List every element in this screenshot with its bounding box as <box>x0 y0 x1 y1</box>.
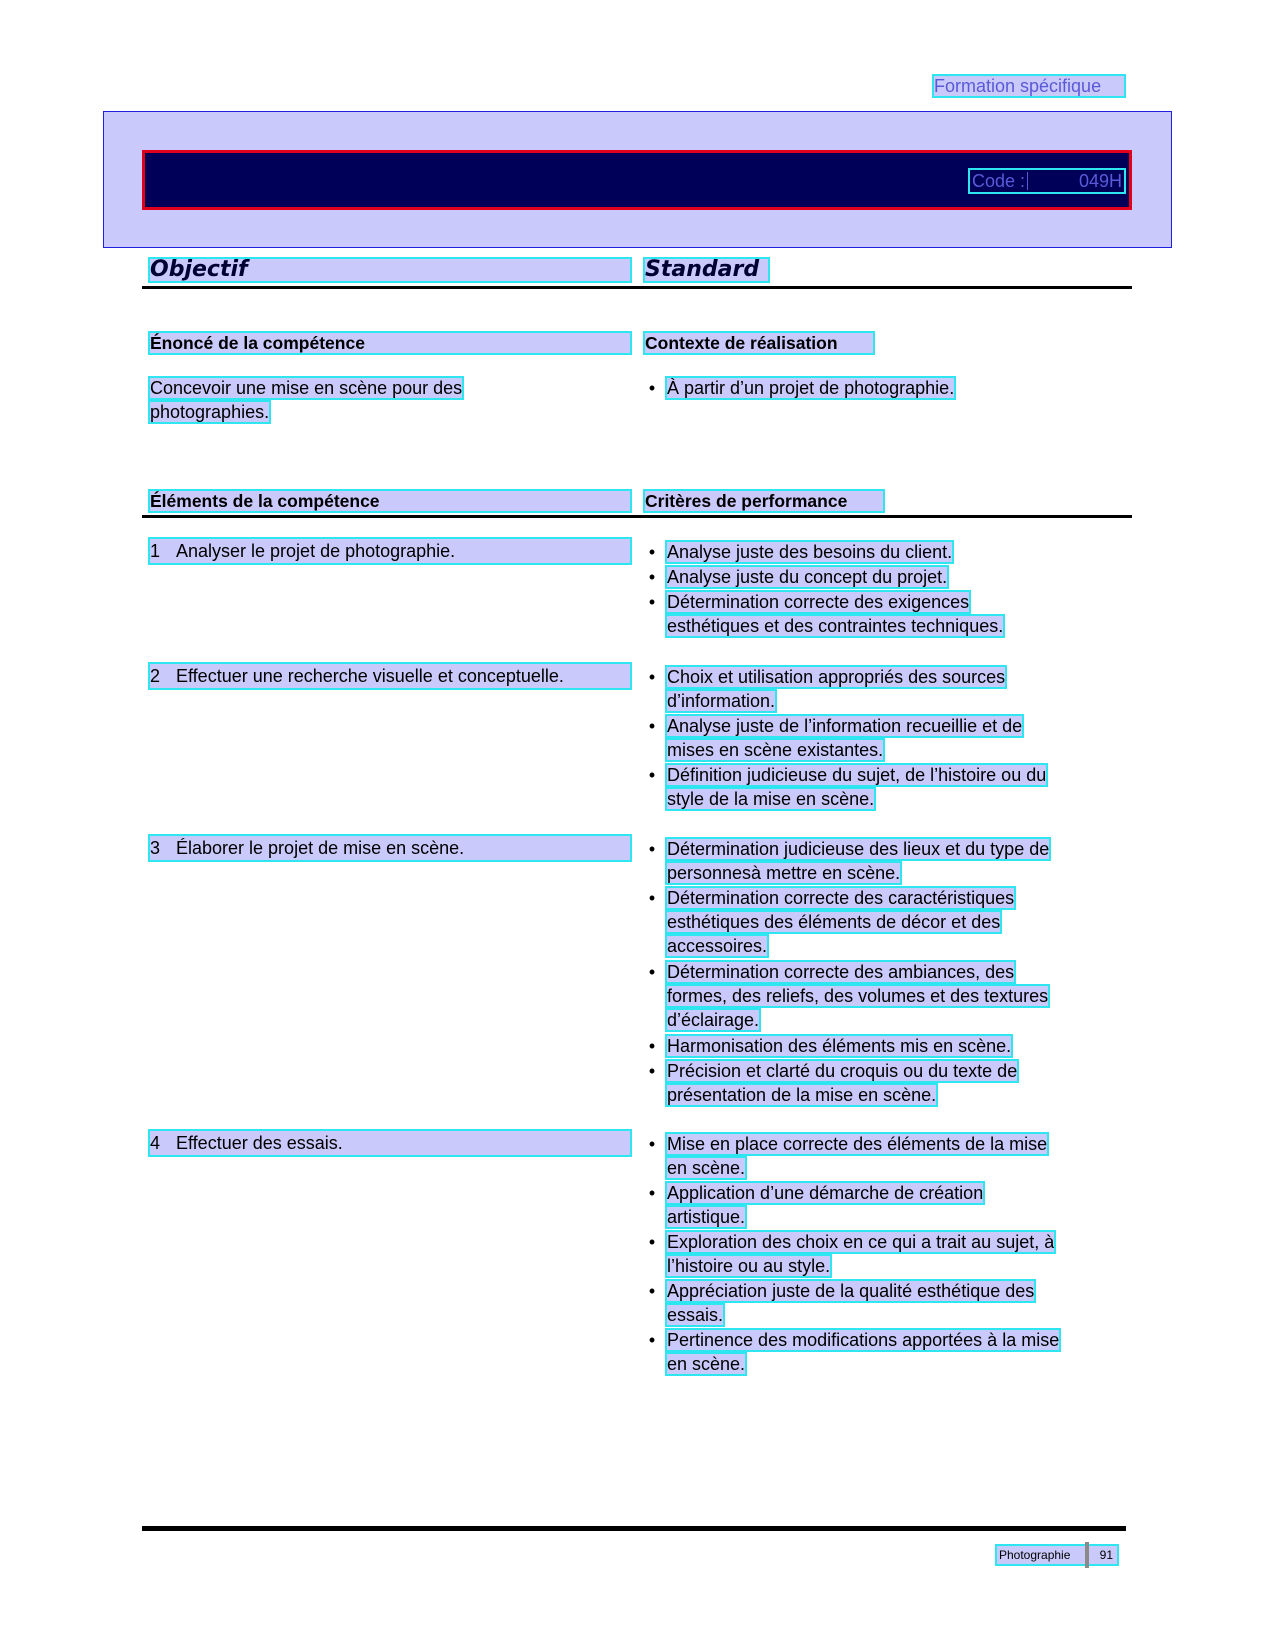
context-heading: Contexte de réalisation <box>645 333 873 353</box>
criterion-1-1: • Analyse juste des besoins du client. <box>648 542 953 562</box>
code-separator <box>1027 172 1028 190</box>
code-key: Code : <box>972 171 1026 191</box>
criterion-4-2: • Application d’une démarche de création artistique. <box>648 1183 984 1227</box>
criteria-heading: Critères de performance <box>645 491 883 511</box>
criterion-1-2: • Analyse juste du concept du projet. <box>648 567 948 587</box>
element-4: 4 Effectuer des essais. <box>150 1131 630 1155</box>
criterion-4-5: • Pertinence des modifications apportées à la mise en scène. <box>648 1330 1060 1374</box>
criterion-1-3: • Détermination correcte des exigences esthétiques et des contraintes techniques. <box>648 592 1004 636</box>
code-label <box>970 170 1124 192</box>
element-3: 3 Élaborer le projet de mise en scène. <box>150 836 630 860</box>
statement-line: photographies. <box>150 402 270 422</box>
title-rule <box>142 286 1132 289</box>
criterion-3-4: • Harmonisation des éléments mis en scène. <box>648 1036 1012 1056</box>
program-type-label: Formation spécifique <box>934 76 1124 96</box>
elements-heading: Éléments de la compétence <box>150 491 630 511</box>
competency-statement <box>150 376 462 424</box>
criterion-3-3: • Détermination correcte des ambiances, des formes, des reliefs, des volumes et des textures d’éclairage. <box>648 962 1049 1030</box>
criterion-2-2: • Analyse juste de l’information recueillie et de mises en scène existantes. <box>648 716 1023 760</box>
criterion-3-2: • Détermination correcte des caractéristiques esthétiques des éléments de décor et des accessoires. <box>648 888 1015 956</box>
context-text: À partir d’un projet de photographie. <box>667 378 955 398</box>
elements-rule <box>142 515 1132 518</box>
standard-title: Standard <box>645 259 768 281</box>
footer-rule <box>142 1526 1126 1531</box>
footer-program: Photographie <box>999 1548 1071 1562</box>
criterion-3-5: • Précision et clarté du croquis ou du texte de présentation de la mise en scène. <box>648 1061 1018 1105</box>
element-1: 1 Analyser le projet de photographie. <box>150 539 630 563</box>
context-item <box>645 376 954 400</box>
criterion-3-1: • Détermination judicieuse des lieux et du type de personnesà mettre en scène. <box>648 839 1050 883</box>
page-footer <box>997 1546 1117 1564</box>
objective-title: Objectif <box>150 259 630 281</box>
page-number: 91 <box>1099 1548 1113 1562</box>
criterion-2-1: • Choix et utilisation appropriés des sources d’information. <box>648 667 1006 711</box>
bullet-icon: • <box>648 378 656 398</box>
code-value: 049H <box>1078 171 1122 191</box>
element-2: 2 Effectuer une recherche visuelle et conceptuelle. <box>150 664 630 688</box>
criterion-2-3: • Définition judicieuse du sujet, de l’histoire ou du style de la mise en scène. <box>648 765 1047 809</box>
criterion-4-1: • Mise en place correcte des éléments de la mise en scène. <box>648 1134 1048 1178</box>
criterion-4-4: • Appréciation juste de la qualité esthétique des essais. <box>648 1281 1035 1325</box>
criterion-4-3: • Exploration des choix en ce qui a trait au sujet, à l’histoire ou au style. <box>648 1232 1055 1276</box>
statement-line: Concevoir une mise en scène pour des <box>150 378 463 398</box>
footer-separator <box>1085 1542 1089 1568</box>
statement-heading: Énoncé de la compétence <box>150 333 630 353</box>
